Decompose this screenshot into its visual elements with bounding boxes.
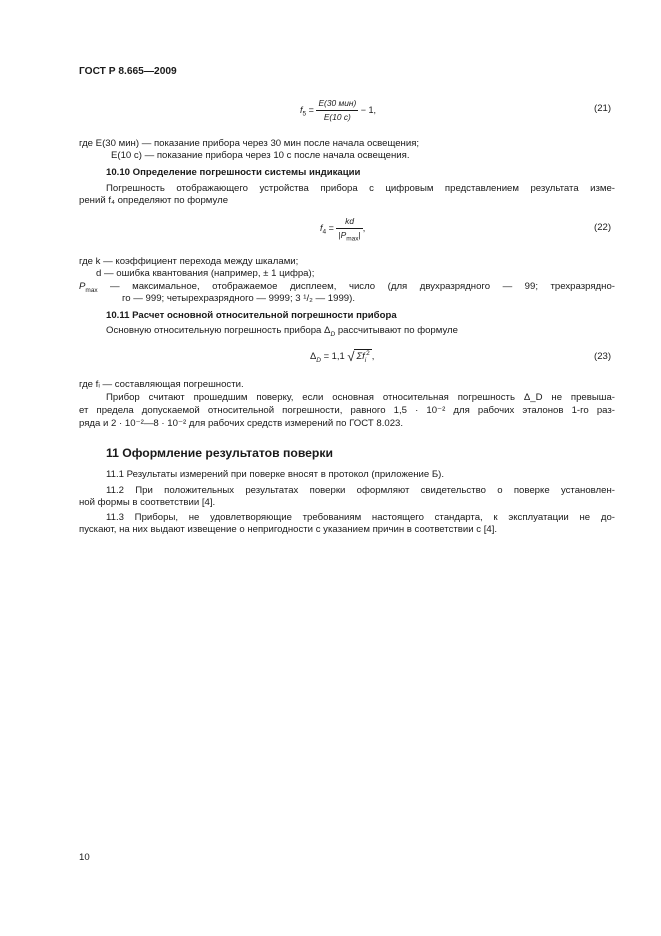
formula-tail: , bbox=[362, 222, 366, 233]
paragraph-line: ряда и 2 · 10⁻²—8 · 10⁻² для рабочих средств измерений по ГОСТ 8.023. bbox=[79, 418, 404, 429]
paragraph-11-3-line2: пускают, на них выдают извещение о непригодности с указанием причин в соответствии с [4]. bbox=[79, 524, 498, 535]
fraction-numerator: kd bbox=[336, 216, 362, 229]
pmax-var: P bbox=[79, 281, 86, 292]
para-text: Основную относительную погрешность прибора Δ bbox=[106, 325, 331, 336]
page-header: ГОСТ Р 8.665—2009 bbox=[79, 66, 177, 77]
paragraph-11-1: 11.1 Результаты измерений при поверке вносят в протокол (приложение Б). bbox=[106, 469, 445, 480]
formula-tail: − 1, bbox=[360, 104, 377, 115]
def-line-fi: где fᵢ — составляющая погрешности. bbox=[79, 379, 244, 390]
paragraph-11-2-line1: 11.2 При положительных результатах поверки оформляют свидетельство о поверке установлен- bbox=[106, 485, 615, 496]
equals-sign: = bbox=[328, 222, 334, 233]
page-number: 10 bbox=[79, 852, 90, 863]
equation-number-22: (22) bbox=[594, 222, 612, 233]
paragraph-line: Погрешность отображающего устройства прибора с цифровым представлением результата изме- bbox=[106, 183, 615, 194]
den-sub: max bbox=[346, 235, 359, 243]
formula-21 bbox=[300, 98, 376, 123]
para-tail: рассчитывают по формуле bbox=[335, 325, 458, 336]
sqrt-body bbox=[354, 349, 371, 364]
paragraph-line: ет предела допускаемой относительной погрешности, равного 1,5 · 10⁻² для рабочих эталонов 1-го раз- bbox=[79, 405, 615, 416]
def-pmax-line1: — максимальное, отображаемое дисплеем, число (для двухразрядного — 99; трехразрядно- bbox=[110, 281, 615, 292]
fraction bbox=[316, 98, 358, 123]
formula-lhs-sub: 5 bbox=[302, 110, 307, 118]
para-sub: D bbox=[330, 330, 336, 338]
formula-lhs: Δ bbox=[310, 350, 317, 361]
formula-tail: , bbox=[371, 350, 375, 361]
equation-number-21: (21) bbox=[594, 103, 612, 114]
fraction-numerator: E(30 мин) bbox=[316, 98, 358, 111]
def-line-e10: E(10 с) — показание прибора через 10 с после начала освещения. bbox=[111, 150, 410, 161]
paragraph-line: Прибор считают прошедшим поверку, если основная относительная погрешность Δ_D не превыша- bbox=[106, 392, 615, 403]
formula-lhs-var: f bbox=[300, 104, 303, 115]
def-pmax-label bbox=[79, 281, 98, 293]
den-var: P bbox=[340, 230, 347, 240]
paragraph-line: рений f₄ определяют по формуле bbox=[79, 195, 229, 206]
equation-number-23: (23) bbox=[594, 351, 612, 362]
formula-lhs-sub: D bbox=[316, 356, 321, 364]
fraction-denominator: E(10 с) bbox=[323, 112, 351, 122]
sum-sub: i bbox=[364, 356, 367, 364]
paragraph-11-3-line1: 11.3 Приборы, не удовлетворяющие требованиям настоящего стандарта, к эксплуатации не до- bbox=[106, 512, 615, 523]
formula-eq: = 1,1 bbox=[323, 350, 345, 361]
def-line-d: d — ошибка квантования (например, ± 1 цифра); bbox=[96, 268, 315, 279]
fraction-denominator: $|P_{max}|$ bbox=[338, 230, 361, 243]
subsection-title-10-10: 10.10 Определение погрешности системы индикации bbox=[106, 167, 361, 178]
sum-sup: 2 bbox=[366, 349, 370, 357]
sum-expr: Σf bbox=[356, 350, 365, 361]
formula-lhs-sub: 4 bbox=[322, 228, 327, 236]
section-title-11: 11 Оформление результатов поверки bbox=[106, 446, 333, 460]
fraction bbox=[336, 216, 362, 241]
subsection-title-10-11: 10.11 Расчет основной относительной погрешности прибора bbox=[106, 310, 397, 321]
sqrt-icon: √ bbox=[347, 349, 355, 364]
def-pmax-line2: го — 999; четырехразрядного — 9999; 3 ¹/₂ — 1999). bbox=[122, 293, 355, 304]
paragraph-line bbox=[106, 325, 615, 337]
formula-23 bbox=[310, 349, 374, 363]
pmax-sub: max bbox=[85, 286, 98, 294]
formula-22 bbox=[320, 216, 365, 241]
formula-lhs-var: f bbox=[320, 222, 323, 233]
equals-sign: = bbox=[308, 104, 314, 115]
def-line-k: где k — коэффициент перехода между шкалами; bbox=[79, 256, 299, 267]
def-line-e30: где E(30 мин) — показание прибора через 30 мин после начала освещения; bbox=[79, 138, 420, 149]
paragraph-11-2-line2: ной формы в соответствии [4]. bbox=[79, 497, 216, 508]
